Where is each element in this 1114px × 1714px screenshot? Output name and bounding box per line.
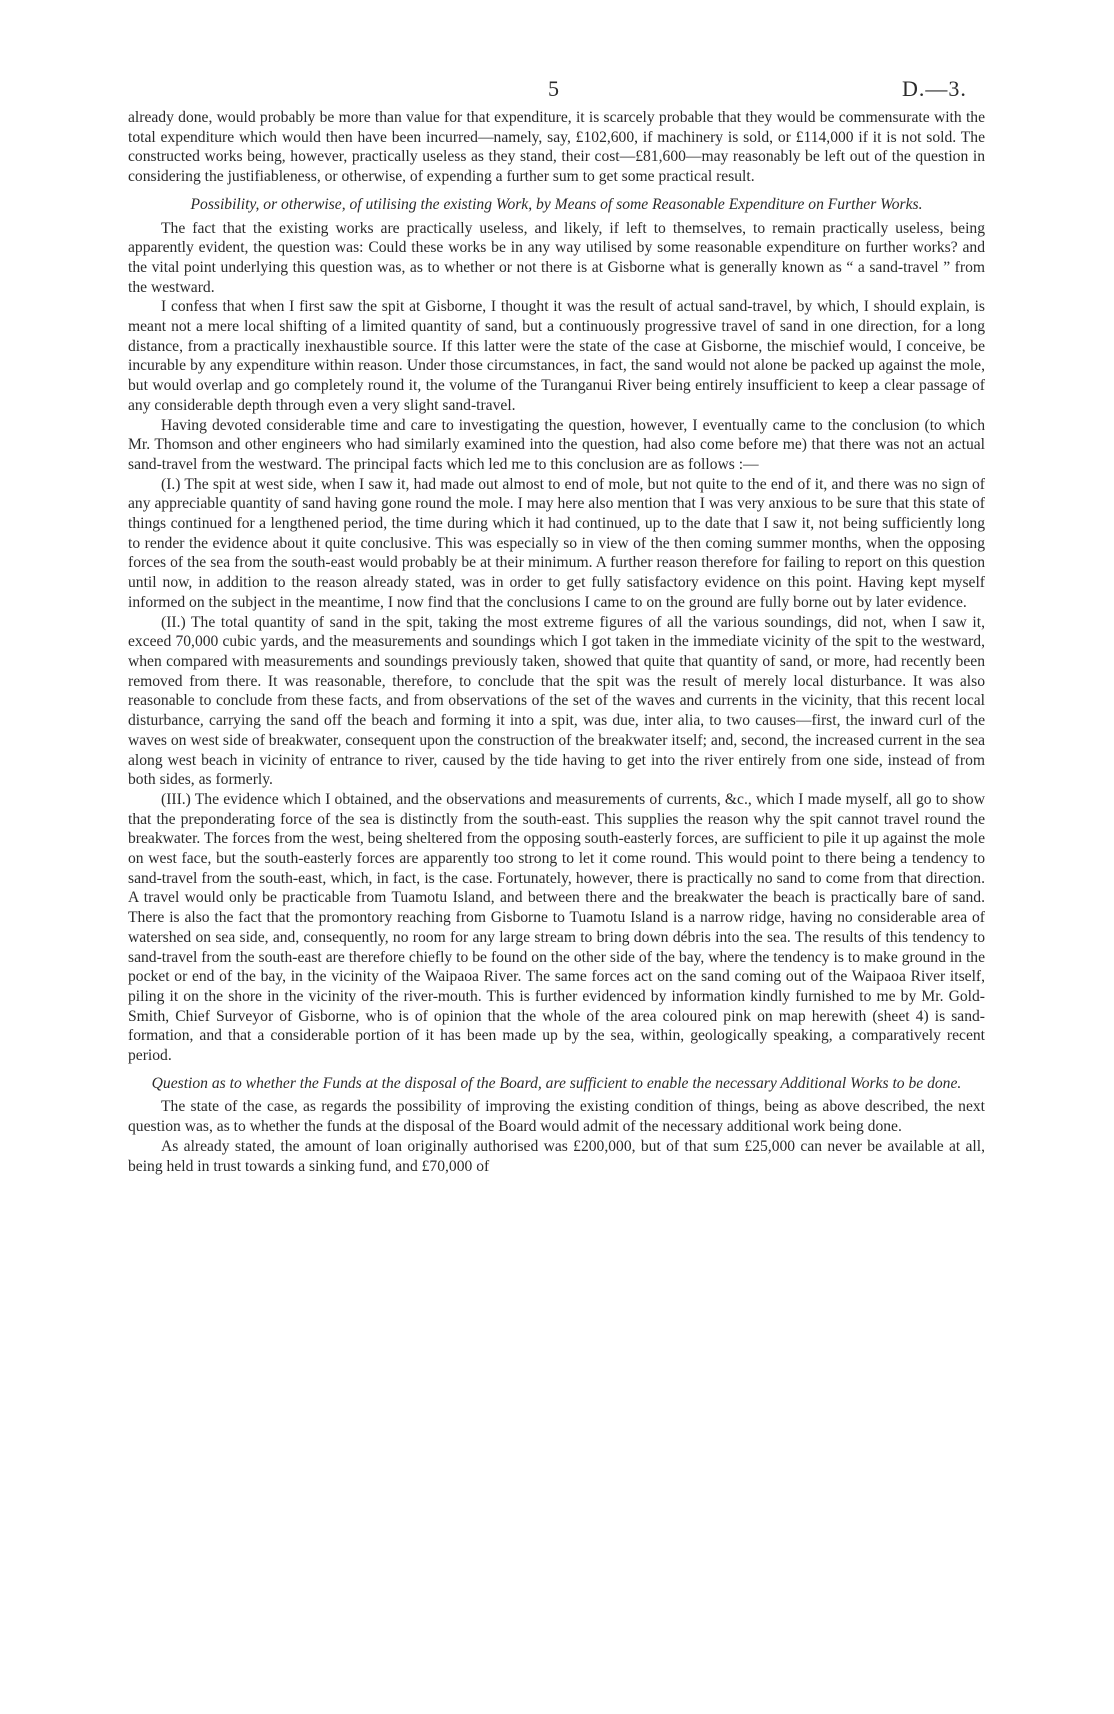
paragraph: I confess that when I first saw the spit at Gisborne, I thought it was the result of actual sand-travel, by which, I should explain, is meant not a mere local shifting of a limited quantity of sand, but a continuously progressive travel of sand in one direction, for a long distance, from a practically inexhaustible source. If this latter were the state of the case at Gisborne, the mischief would, I conceive, be incurable by any expenditure within reason. Under those circumstances, in fact, the sand would not alone be packed up against the mole, but would overlap and go completely round it, the volume of the Turanganui River being entirely insufficient to keep a clear passage of any considerable depth through even a very slight sand-travel. (128, 298, 985, 414)
paragraph-point-i: (I.) The spit at west side, when I saw it, had made out almost to end of mole, but not quite to the end of it, and there was no sign of any appreciable quantity of sand having gone round the mole. I may here also mention that I was very anxious to be sure that this state of things continued for a lengthened period, the time during which it had continued, up to the date that I saw it, not being sufficiently long to render the evidence about it quite conclusive. This was especially so in view of the then coming summer months, when the opposing forces of the sea from the south-east would probably be at their minimum. A further reason therefore for failing to report on this question until now, in addition to the reason already stated, was in order to get fully satisfactory evidence on this point. Having kept myself informed on the subject in the meantime, I now find that the conclusions I came to on the ground are fully borne out by later evidence. (128, 475, 985, 611)
page-number: 5 (548, 76, 559, 101)
document-reference: D.—3. (902, 76, 967, 101)
paragraph: As already stated, the amount of loan originally authorised was £200,000, but of that sum £25,000 can never be available at all, being held in trust towards a sinking fund, and £70,000 of (128, 1137, 985, 1175)
section-heading-possibility: Possibility, or otherwise, of utilising the existing Work, by Means of some Reasonable Expenditure on Further Works. (190, 195, 923, 213)
paragraph-continuation: already done, would probably be more than value for that expenditure, it is scarcely probable that they would be commensurate with the total expenditure which would then have been incurred—namely, say, £102,600, if machinery is sold, or £114,000 if it is not sold. The constructed works being, however, practically useless as they stand, their cost—£81,600—may reasonably be left out of the question in considering the justifiableness, or otherwise, of expending a further sum to get some practical result. (128, 109, 985, 186)
paragraph-point-ii: (II.) The total quantity of sand in the spit, taking the most extreme figures of all the various soundings, did not, when I saw it, exceed 70,000 cubic yards, and the measurements and soundings which I got taken in the immediate vicinity of the spit to the westward, when compared with measurements and soundings previously taken, showed that quite that quantity of sand, or more, had recently been removed from there. It was reasonable, therefore, to conclude that the spit was the result of merely local disturbance. It was also reasonable to conclude from these facts, and from observations of the set of the waves and currents in the vicinity, that this recent local disturbance, carrying the sand off the beach and forming it into a spit, was due, inter alia, to two causes—first, the inward curl of the waves on west side of breakwater, consequent upon the construction of the breakwater itself; and, second, the increased current in the sea along west beach in vicinity of entrance to river, caused by the tide having to get into the river entirely from one side, instead of from both sides, as formerly. (128, 613, 985, 789)
paragraph: The fact that the existing works are practically useless, and likely, if left to themselves, to remain practically useless, being apparently evident, the question was: Could these works be in any way utilised by some reasonable expenditure on further works? and the vital point underlying this question was, as to whether or not there is at Gisborne what is generally known as “ a sand-travel ” from the westward. (128, 219, 985, 296)
paragraph: Having devoted considerable time and care to investigating the question, however, I eventually came to the conclusion (to which Mr. Thomson and other engineers who had similarly examined into the question, had also come before me) that there was not an actual sand-travel from the westward. The principal facts which led me to this conclusion are as follows :— (128, 416, 985, 473)
body-text (128, 108, 985, 1176)
paragraph-point-iii: (III.) The evidence which I obtained, and the observations and measurements of currents, &c., which I made myself, all go to show that the preponderating force of the sea is distinctly from the south-east. This supplies the reason why the spit cannot travel round the breakwater. The forces from the west, being sheltered from the opposing south-easterly forces, are sufficient to pile it up against the mole on west face, but the south-easterly forces are apparently too strong to let it come round. This would point to there being a tendency to sand-travel from the south-east, which, in fact, is the case. Fortunately, however, there is practically no sand to come from that direction. A travel would only be practicable from Tuamotu Island, and between there and the breakwater the beach is practically bare of sand. There is also the fact that the promontory reaching from Gisborne to Tuamotu Island is a narrow ridge, having no considerable area of watershed on sea side, and, consequently, no room for any large stream to bring down débris into the sea. The results of this tendency to sand-travel from the south-east are therefore chiefly to be found on the other side of the bay, where the tendency is to make ground in the pocket or end of the bay, in the vicinity of the Waipaoa River. The same forces act on the sand coming out of the Waipaoa River itself, piling it on the shore in the vicinity of the river-mouth. This is further evidenced by information kindly furnished to me by Mr. Gold-Smith, Chief Surveyor of Gisborne, who is of opinion that the whole of the area coloured pink on map herewith (sheet 4) is sand-formation, and that a considerable portion of it has been made up by the sea, within, geologically speaking, a comparatively recent period. (128, 790, 985, 1065)
section-heading-funds: Question as to whether the Funds at the disposal of the Board, are sufficient to enable the necessary Additional Works to be done. (151, 1074, 962, 1092)
paragraph: The state of the case, as regards the possibility of improving the existing condition of things, being as above described, the next question was, as to whether the funds at the disposal of the Board would admit of the necessary additional work being done. (128, 1098, 985, 1136)
